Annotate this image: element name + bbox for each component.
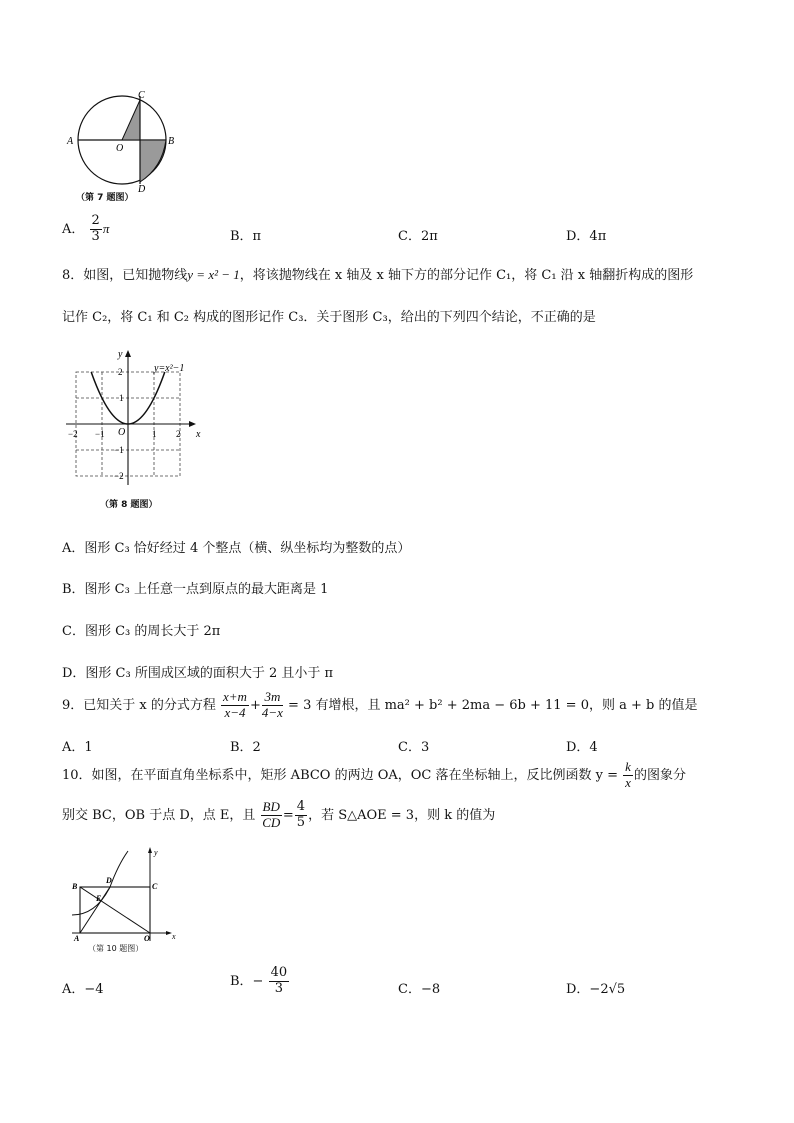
q10-label-a: A: [74, 934, 80, 943]
q7-option-c: C．2π: [398, 229, 438, 244]
q8-origin-label: O: [118, 427, 126, 438]
q9-option-b: B．2: [230, 740, 261, 755]
q7-figure: [62, 88, 182, 208]
q9-option-d: D．4: [566, 740, 598, 755]
q8-x-tick: −2: [68, 429, 78, 439]
q8-x-tick: 1: [152, 429, 157, 439]
q7-circle-diagram: [62, 88, 182, 195]
q9-stem: [62, 690, 697, 721]
q8-option-b: B．图形 C₃ 上任意一点到原点的最大距离是 1: [62, 582, 329, 597]
q8-y-tick: 2: [118, 367, 123, 377]
q9-stem-part-a: 9．已知关于 x 的分式方程: [62, 697, 216, 713]
q8-y-tick: −1: [114, 445, 124, 455]
q10-label-e: E: [96, 894, 102, 903]
q10-label-o: O: [144, 934, 150, 943]
q8-y-tick: −2: [114, 471, 124, 481]
q10-option-c: C．−8: [398, 982, 441, 997]
q10-ratio-den: 5: [296, 814, 306, 830]
q10-k-den: x: [625, 774, 631, 790]
q10-option-b-num: 40: [270, 965, 288, 980]
q10-label-c: C: [152, 882, 158, 891]
q9-frac2-num: 3m: [262, 690, 283, 706]
q8-y-tick: 1: [119, 393, 124, 403]
q9-stem-part-b: = 3 有增根，且 ma² + b² + 2ma − 6b + 11 = 0，则 a + b 的值是: [288, 697, 698, 713]
q10-label-d: D: [106, 876, 112, 885]
q8-curve-label: y=x²−1: [154, 363, 185, 374]
q8-stem-line1: [62, 264, 693, 283]
q8-figure: [62, 345, 212, 515]
q10-line2-part-a: 别交 BC，OB 于点 D，点 E，且: [62, 807, 256, 823]
q7-label-c: C: [138, 90, 145, 101]
q10-rectangle-diagram: [66, 845, 186, 945]
q9-plus: +: [249, 697, 261, 713]
q8-stem-part-b: ，将该抛物线在 x 轴及 x 轴下方的部分记作 C₁，将 C₁ 沿 x 轴翻折构成的图形: [239, 268, 694, 283]
q8-x-tick: −1: [95, 429, 105, 439]
q7-figure-caption: （第 7 题图）: [76, 193, 134, 203]
q10-option-b-den: 3: [274, 980, 283, 996]
q8-option-d: D．图形 C₃ 所围成区域的面积大于 2 且小于 π: [62, 666, 334, 681]
q9-fraction-2: [262, 690, 283, 721]
q10-k-over-x: [623, 760, 633, 791]
q7-label-b: B: [168, 136, 175, 147]
q9-option-c: C．3: [398, 740, 430, 755]
q10-line2-part-b: ，若 S△AOE = 3，则 k 的值为: [308, 807, 496, 823]
q8-axis-x-label: x: [196, 429, 201, 440]
q9-option-a: A．1: [62, 740, 93, 755]
q7-frac-den: 3: [91, 228, 100, 244]
q10-option-b-fraction: [269, 966, 290, 997]
q10-label-b: B: [72, 882, 78, 891]
q9-frac1-den: x−4: [224, 704, 246, 720]
q10-figure: [66, 845, 186, 960]
q10-option-d: D．−2√5: [566, 982, 626, 997]
q10-option-b: [230, 966, 290, 997]
q8-axis-y-label: y: [118, 349, 123, 360]
q9-frac1-num: x+m: [223, 689, 247, 704]
q7-label-d: D: [138, 184, 146, 195]
q10-label-x: x: [172, 932, 176, 941]
q10-figure-caption: （第 10 题图）: [88, 944, 144, 953]
q9-fraction-1: [221, 690, 249, 721]
q10-option-a: A．−4: [62, 982, 104, 997]
q8-stem-part-a: 8．如图，已知抛物线: [62, 268, 188, 283]
q7-label-o: O: [116, 143, 124, 154]
q10-equals: =: [282, 807, 294, 823]
q10-stem-part-a: 10．如图，在平面直角坐标系中，矩形 ABCO 的两边 OA，OC 落在坐标轴上，反比例函数 y =: [62, 767, 619, 783]
q10-ratio-num: 4: [296, 799, 306, 814]
q7-label-a: A: [67, 136, 74, 147]
q8-option-a: A．图形 C₃ 恰好经过 4 个整点（横、纵坐标均为整数的点）: [62, 541, 411, 556]
q10-label-y: y: [154, 848, 158, 857]
q7-option-a-fraction: [90, 214, 102, 245]
q8-option-c: C．图形 C₃ 的周长大于 2π: [62, 624, 221, 639]
q8-x-tick: 2: [176, 429, 181, 439]
q9-frac2-den: 4−x: [261, 704, 283, 720]
q10-cd: CD: [262, 814, 281, 830]
q7-option-a-prefix: A．: [62, 221, 85, 237]
q10-ratio-fraction: [295, 800, 307, 831]
q8-stem-line2: 记作 C₂，将 C₁ 和 C₂ 构成的图形记作 C₃．关于图形 C₃，给出的下列四个结论，不正确的是: [62, 310, 596, 325]
q8-equation: y = x² − 1: [187, 267, 240, 282]
q7-option-b: B．π: [230, 229, 262, 244]
q7-option-d: D．4π: [566, 229, 607, 244]
q8-parabola-graph: [62, 345, 212, 490]
q10-bd-cd-fraction: [261, 800, 282, 831]
q10-option-b-prefix: B．−: [230, 973, 264, 989]
q7-option-a: [62, 214, 109, 245]
q10-stem-line1: [62, 760, 686, 791]
q10-bd: BD: [262, 799, 280, 814]
q10-stem-part-b: 的图象分: [633, 767, 686, 783]
q10-stem-line2: [62, 800, 495, 831]
q7-frac-num: 2: [91, 213, 100, 228]
q10-k-num: k: [625, 759, 631, 774]
q8-figure-caption: （第 8 题图）: [100, 500, 158, 510]
q7-option-a-pi: π: [102, 220, 110, 236]
